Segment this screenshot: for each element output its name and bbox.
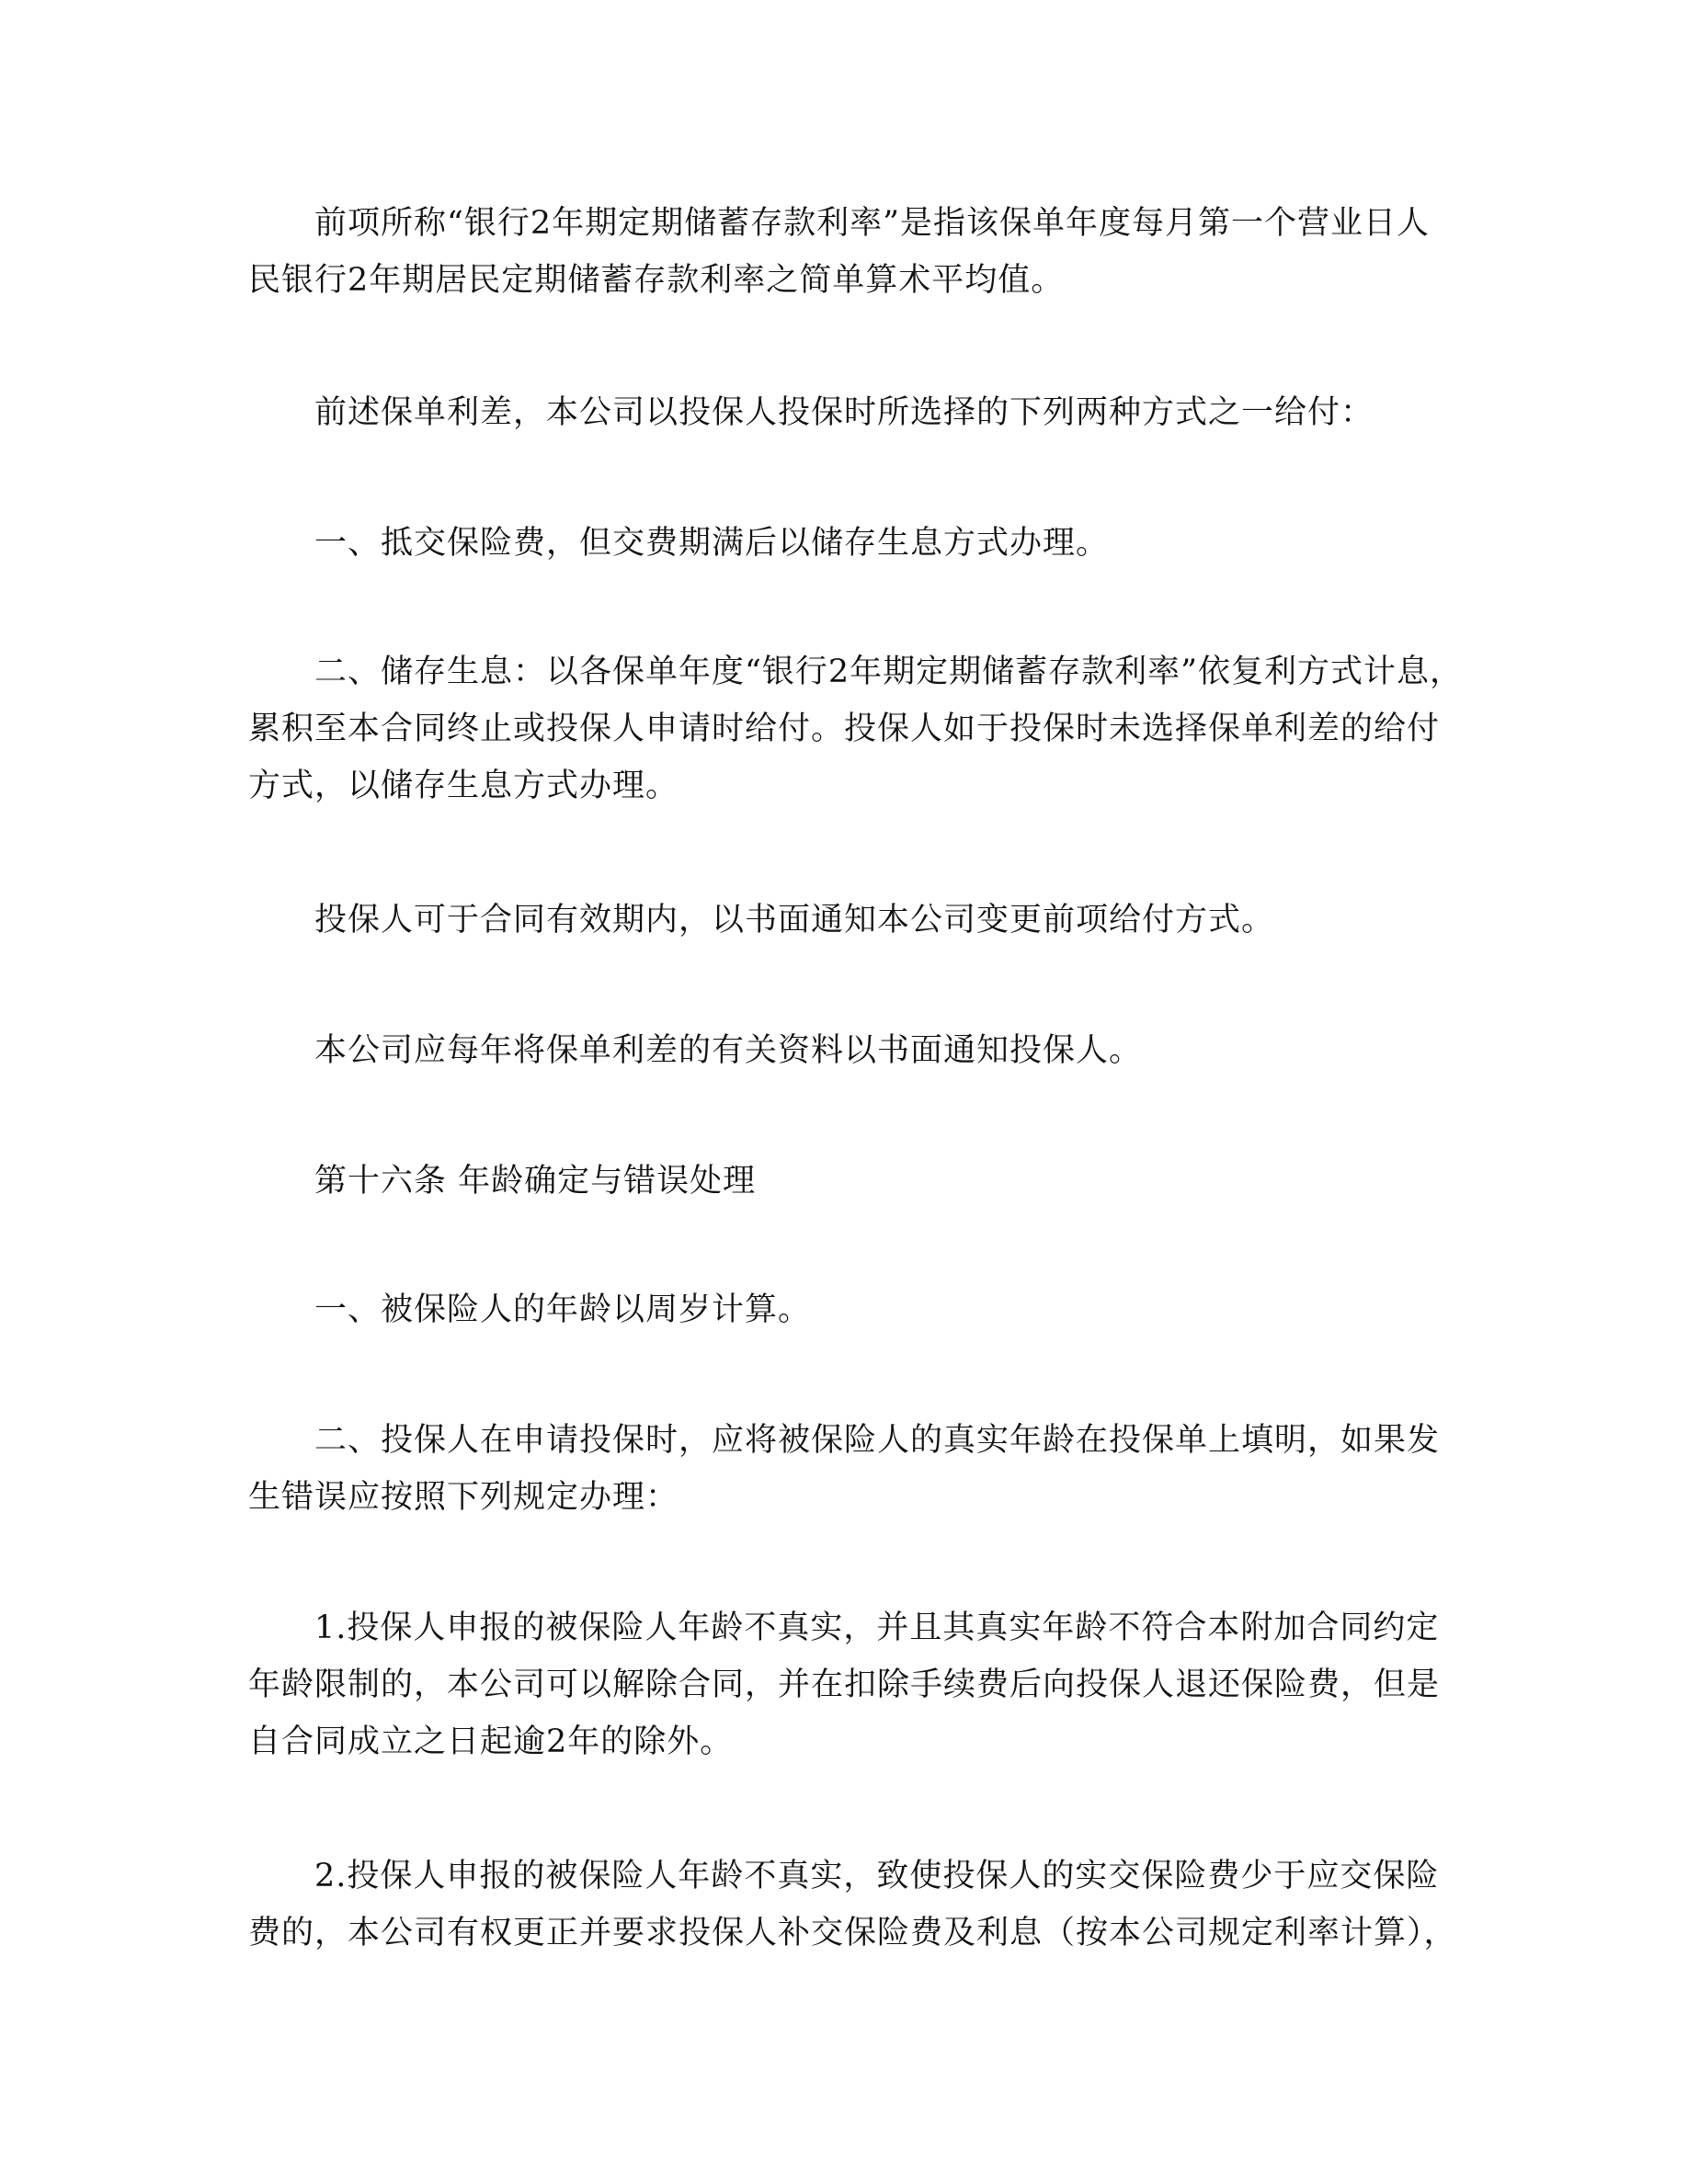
text-line: 年龄限制的，本公司可以解除合同，并在扣除手续费后向投保人退还保险费，但是 <box>248 1666 1441 1703</box>
text-line: 累积至本合同终止或投保人申请时给付。投保人如于投保时未选择保单利差的给付 <box>248 711 1441 747</box>
text-line: 一、被保险人的年龄以周岁计算。 <box>314 1291 812 1328</box>
text-line: 二、投保人在申请投保时，应将被保险人的真实年龄在投保单上填明，如果发 <box>314 1422 1441 1459</box>
section-heading: 第十六条 年龄确定与错误处理 <box>314 1163 757 1200</box>
text-line: 前项所称“银行2年期定期储蓄存款利率”是指该保单年度每月第一个营业日人 <box>314 205 1431 242</box>
text-line: 费的，本公司有权更正并要求投保人补交保险费及利息（按本公司规定利率计算）， <box>248 1915 1457 1951</box>
text-line: 2.投保人申报的被保险人年龄不真实，致使投保人的实交保险费少于应交保险 <box>314 1858 1440 1894</box>
text-line: 二、储存生息：以各保单年度“银行2年期定期储蓄存款利率”依复利方式计息， <box>314 654 1464 690</box>
text-line: 生错误应按照下列规定办理： <box>248 1479 679 1516</box>
text-line: 自合同成立之日起逾2年的除外。 <box>248 1723 734 1760</box>
text-line: 本公司应每年将保单利差的有关资料以书面通知投保人。 <box>314 1032 1143 1069</box>
text-line: 方式，以储存生息方式办理。 <box>248 768 679 804</box>
text-line: 1.投保人申报的被保险人年龄不真实，并且其真实年龄不符合本附加合同约定 <box>314 1610 1440 1646</box>
text-line: 投保人可于合同有效期内，以书面通知本公司变更前项给付方式。 <box>314 902 1275 938</box>
text-line: 一、抵交保险费，但交费期满后以储存生息方式办理。 <box>314 525 1110 562</box>
text-line: 前述保单利差，本公司以投保人投保时所选择的下列两种方式之一给付： <box>314 394 1374 431</box>
text-line: 民银行2年期居民定期储蓄存款利率之简单算术平均值。 <box>248 262 1065 299</box>
